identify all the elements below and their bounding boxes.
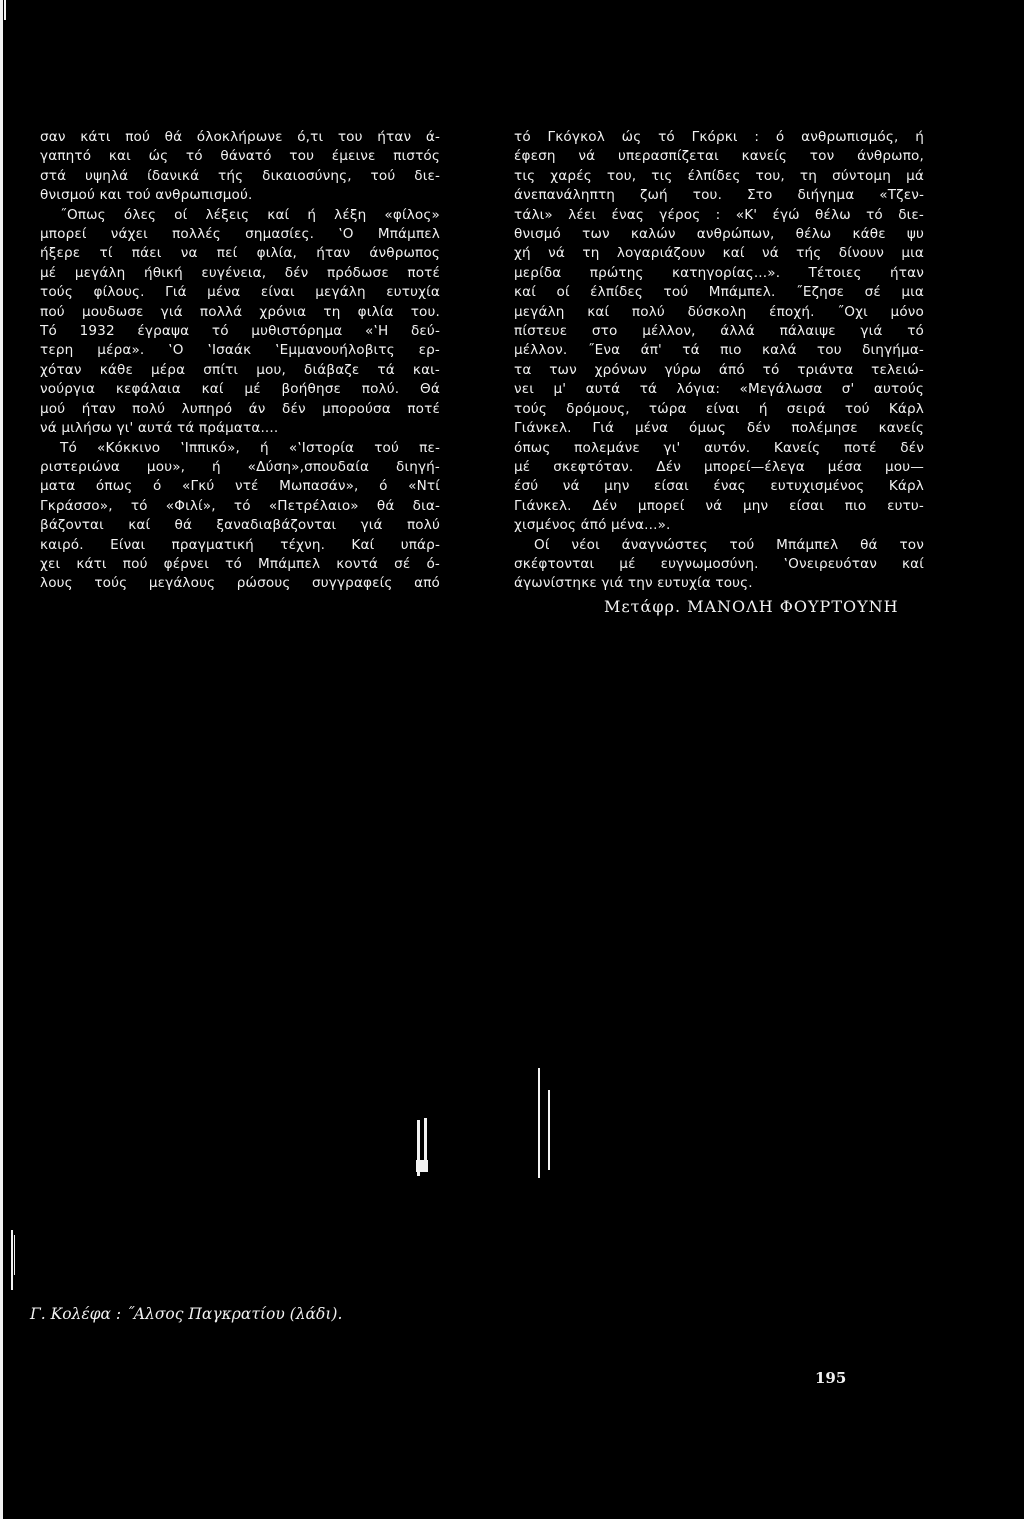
right-line: τις χαρές του, τις έλπίδες του, τη σύντομη μά — [514, 167, 924, 184]
artwork-stroke — [416, 1160, 428, 1172]
left-line: χει κάτι πού φέρνει τό Μπάμπελ κοντά σέ ό- — [40, 555, 440, 572]
right-line: σκέφτονται μέ ευγνωμοσύνη. ‛Ονειρευόταν καί — [514, 555, 924, 572]
left-line: ματα όπως ό «Γκύ ντέ Μωπασάν», ό «Ντί — [40, 478, 440, 495]
left-line: ήξερε τί πάει να πεί φιλία, ήταν άνθρωπος — [40, 245, 440, 262]
right-line: άγωνίστηκε γιά την ευτυχία τους. — [514, 575, 753, 592]
left-line: Τό «Κόκκινο ‛Ιππικό», ή «‛Ιστορία τού πε- — [60, 439, 440, 456]
right-line: τό Γκόγκολ ώς τό Γκόρκι : ό ανθρωπισμός, ή — [514, 129, 924, 145]
left-line: χόταν κάθε μέρα σπίτι μου, διάβαζε τά και- — [40, 361, 440, 378]
right-line: μεγάλη καί πολύ δύσκολη έποχή. ˝Οχι μόνο — [514, 303, 924, 320]
right-line: μέ σκεφτόταν. Δέν μπορεί—έλεγα μέσα μου— — [514, 458, 924, 475]
right-line: τα των χρόνων γύρω άπό τό τριάντα τελειώ- — [514, 361, 924, 378]
right-line: άνεπανάληπτη ζωή του. Στο διήγημα «Τζεν- — [514, 187, 924, 204]
right-line: νει μ' αυτά τά λόγια: «Μεγάλωσα σ' αυτούς — [514, 381, 924, 398]
right-line: Οί νέοι άναγνώστες τού Μπάμπελ θά τον — [534, 536, 924, 553]
right-line: μερίδα πρώτης κατηγορίας...». Τέτοιες ήταν — [514, 264, 924, 281]
translator-credit: Μετάφρ. ΜΑΝΟΛΗ ΦΟΥΡΤΟΥΝΗ — [604, 597, 899, 616]
left-line: βάζονται καί θά ξαναδιαβάζονται γιά πολύ — [40, 517, 440, 534]
page-number: 195 — [815, 1369, 847, 1387]
right-line: Γιάνκελ. Δέν μπορεί νά μην είσαι πιο ευτυ- — [514, 497, 924, 514]
left-line: θνισμού και τού ανθρωπισμού. — [40, 187, 253, 204]
left-line: τερη μέρα». ‛Ο ‛Ισαάκ ‛Εμμανουήλοβιτς ερ- — [40, 342, 440, 359]
right-line: καί οί έλπίδες τού Μπάμπελ. ˝Εζησε σέ μια — [514, 284, 924, 301]
right-line: όπως πολεμάνε γι' αυτόν. Κανείς ποτέ δέν — [514, 439, 924, 456]
left-line: πού μουδωσε γιά πολλά χρόνια τη φιλία του. — [40, 303, 440, 320]
left-line: καιρό. Είναι πραγματική τέχνη. Καί υπάρ- — [40, 536, 440, 553]
right-column — [514, 128, 924, 594]
artwork-stroke — [548, 1090, 550, 1170]
left-line: μέ μεγάλη ήθική ευγένεια, δέν πρόδωσε ποτέ — [40, 264, 440, 281]
left-line: Γκράσσο», τό «Φιλί», τό «Πετρέλαιο» θά δια- — [40, 497, 440, 514]
left-column — [40, 128, 440, 594]
right-line: χισμένος άπό μένα...». — [514, 517, 671, 534]
right-line: έσύ νά μην είσαι ένας ευτυχισμένος Κάρλ — [514, 478, 924, 495]
right-line: πίστευε στο μέλλον, άλλά πάλαιψε γιά τό — [514, 323, 924, 340]
right-line: μέλλον. ˝Ενα άπ' τά πιο καλά του διηγήμα- — [514, 342, 924, 359]
artwork-stroke — [538, 1068, 540, 1178]
left-line: ριστεριώνα μου», ή «Δύση»,σπουδαία διηγή- — [40, 458, 440, 475]
left-line: μού ήταν πολύ λυπηρό άν δέν μπορούσα ποτέ — [40, 400, 440, 417]
right-line: χή νά τη λογαριάζουν καί νά τής δίνουν μια — [514, 245, 924, 262]
right-line: έφεση νά υπερασπίζεται κανείς τον άνθρωπο, — [514, 148, 924, 165]
left-line: γαπητό και ώς τό θάνατό του έμεινε πιστός — [40, 148, 440, 165]
artwork-stroke — [11, 1230, 13, 1290]
left-line: ˝Οπως όλες οί λέξεις καί ή λέξη «φίλος» — [60, 206, 440, 223]
left-line: τούς φίλους. Γιά μένα είναι μεγάλη ευτυχία — [40, 284, 440, 301]
left-line: σαν κάτι πού θά όλοκλήρωνε ό,τι του ήταν ά- — [40, 129, 440, 145]
right-line: τάλι» λέει ένας γέρος : «Κ' έγώ θέλω τό διε- — [514, 206, 924, 223]
left-line: στά υψηλά ίδανικά τής δικαιοσύνης, τού διε- — [40, 167, 440, 184]
page-edge-line — [0, 0, 3, 1519]
right-line: τούς δρόμους, τώρα είναι ή σειρά τού Κάρλ — [514, 400, 924, 417]
left-line: νούργια κεφάλαια καί μέ βοήθησε πολύ. Θά — [40, 381, 440, 398]
right-line: Γιάνκελ. Γιά μένα όμως δέν πολέμησε κανείς — [514, 420, 924, 437]
left-line: λους τούς μεγάλους ρώσους συγγραφείς από — [40, 575, 440, 592]
artwork-stroke — [14, 1235, 15, 1275]
left-line: νά μιλήσω γι' αυτά τά πράματα.... — [40, 420, 279, 437]
left-line: Τό 1932 έγραψα τό μυθιστόρημα «‛Η δεύ- — [40, 323, 440, 340]
right-line: θνισμό των καλών ανθρώπων, θέλω κάθε ψυ — [514, 226, 924, 243]
artwork-caption: Γ. Κολέφα : ˝Αλσος Παγκρατίου (λάδι). — [30, 1305, 343, 1323]
left-line: μπορεί νάχει πολλές σημασίες. ‛Ο Μπάμπελ — [40, 226, 440, 243]
page-edge-mark — [4, 0, 6, 20]
